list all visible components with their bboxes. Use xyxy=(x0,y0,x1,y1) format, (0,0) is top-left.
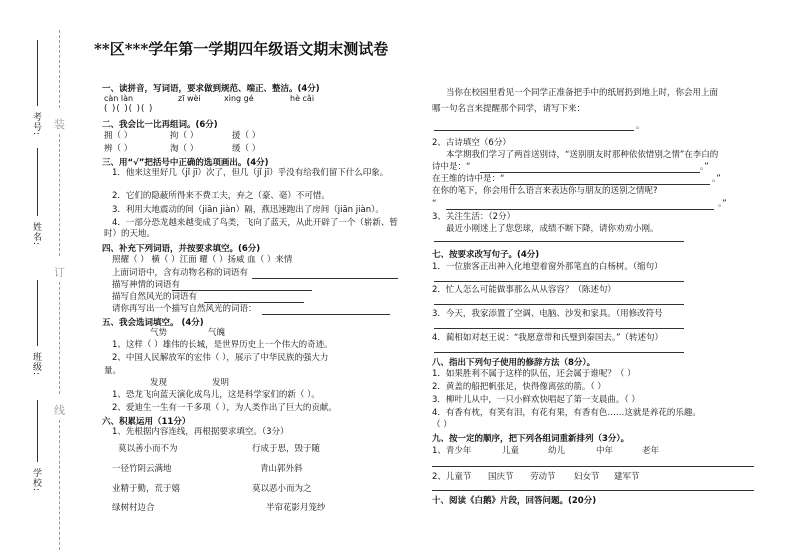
answer-line xyxy=(446,209,714,210)
section-3-heading: 三、用“√”把括号中正确的选项画出。(4分) xyxy=(102,158,269,168)
answer-line xyxy=(204,302,304,303)
match-left-2: 一径竹阴云满地 xyxy=(112,464,172,474)
poem-fill-line-1: 本学期我们学习了两首送别诗，“送别朋友时那种依依惜别之情”在李白的 xyxy=(446,150,719,160)
choice-item-4-cont: 时）的天地。 xyxy=(104,229,156,239)
compare-word-4: 辨（ ） xyxy=(104,144,133,154)
poem-fill-line-4: 在你的笔下，你会用什么语言来表达你与朋友的送别之情呢? xyxy=(432,186,658,196)
match-right-1: 行成于思，毁于随 xyxy=(252,444,321,454)
pinyin-4: hè cǎi xyxy=(290,94,315,103)
choice-item-1: 1．他来这里好几（jǐ jī）次了，但几（jǐ jī）乎没有给我们留下什么印象。 xyxy=(112,168,389,178)
answer-line xyxy=(434,130,634,131)
school-label: 学校: xyxy=(31,468,41,493)
match-right-2: 青山郭外斜 xyxy=(260,464,303,474)
section-10-heading: 十、阅读《白鹅》片段，回答问题。(20分) xyxy=(432,496,597,506)
answer-line xyxy=(432,466,754,467)
section-4-heading: 四、补充下列词语，并按要求填空。(6分) xyxy=(102,244,261,254)
word-choice-a2: 气魄 xyxy=(208,328,226,338)
rhetoric-item-4-answer: （ ） xyxy=(432,420,452,430)
rhetoric-item-4: 4．有香有枕，有笑有泪，有花有果，有香有色……这就是养花的乐趣。 xyxy=(432,408,701,418)
name-label: 姓名: xyxy=(31,222,41,247)
match-left-1: 莫以善小而不为 xyxy=(118,444,178,454)
rewrite-item-1: 1．一位旅客正出神入化地望着窗外那笔直的白杨树。（缩句） xyxy=(432,262,663,272)
binding-margin xyxy=(0,0,78,560)
pinyin-answer-boxes: ( )( )( )( ) xyxy=(104,104,154,114)
rhetoric-item-2: 2．黄盖的船把帆张足，快得像离弦的箭。（ ） xyxy=(432,382,606,392)
poem-fill-line-3: 在王维的诗中是：“ xyxy=(432,174,505,184)
poem-fill-line-5-end: 。” xyxy=(718,199,727,209)
pinyin-2: zī wèi xyxy=(178,94,201,103)
answer-line xyxy=(480,172,700,173)
answer-line xyxy=(262,314,390,315)
compare-word-5: 淘（ ） xyxy=(170,144,199,154)
choice-item-4: 4．一部分恐龙越来越变成了鸟类，飞向了蓝天，从此开辟了一个（崭新、暂 xyxy=(112,218,398,228)
binding-dash xyxy=(59,420,60,550)
rewrite-item-3: 3．今天，我家添置了空调、电脑、沙发和家具。（用修改符号 xyxy=(432,309,663,319)
school-line xyxy=(37,400,38,462)
fill-sentence-3: 1、恐龙飞向蓝天演化成鸟儿，这是科学家们的新（ ）。 xyxy=(112,390,320,400)
section-6-heading: 六、积累运用（11分） xyxy=(102,417,191,427)
poem-fill-line-2-end: 。” xyxy=(700,162,709,172)
binding-mark-zhuang: 装 xyxy=(54,118,65,131)
rewrite-item-2: 2．忙人怎么可能做事那么从从容容？（陈述句） xyxy=(432,285,616,295)
poem-fill-line-2: 诗中是：“ xyxy=(432,162,471,172)
fill-sentence-2: 2、中国人民解放军的宏伟（ ），展示了中华民族的强大力 xyxy=(112,353,329,363)
fill-sentence-4: 2、爱迪生一生有一千多项（ ），为人类作出了巨大的贡献。 xyxy=(112,403,337,413)
poem-fill-label: 2、古诗填空（6分） xyxy=(432,138,511,148)
scenery-words-prompt: 描写自然风光的词语有 xyxy=(112,292,198,302)
section-1-heading: 一、读拼音，写词语，要求做到规范、端正、整洁。(4分) xyxy=(102,84,320,94)
compare-word-6: 缓（ ） xyxy=(232,144,261,154)
answer-line xyxy=(252,278,398,279)
match-left-3: 业精于勤，荒于嬉 xyxy=(112,484,181,494)
answer-line xyxy=(434,241,684,242)
proverb-period: 。 xyxy=(636,121,645,131)
order-word-2-1: 2、儿童节 xyxy=(432,472,472,482)
binding-dash xyxy=(59,282,60,394)
extra-scenery-prompt: 请你再写出一个描写自然风光的词语： xyxy=(112,304,257,314)
match-right-4: 半帘花影月笼纱 xyxy=(266,503,326,513)
section-7-heading: 七、按要求改写句子。(4分) xyxy=(432,250,540,260)
poem-fill-line-5: “ xyxy=(432,199,437,209)
pinyin-1: càn làn xyxy=(104,94,134,103)
section-5-heading: 五、我会选词填空。 (4分) xyxy=(102,318,204,328)
order-word-2-4: 妇女节 xyxy=(574,472,600,482)
answer-line xyxy=(434,304,684,305)
choice-item-2: 2．它们的隐蔽所得来不费工夫，弃之（豪、毫）不可惜。 xyxy=(112,191,330,201)
rhetoric-item-1: 1．如果胜利不属于这样的队伍，还会属于谁呢？（ ） xyxy=(432,369,636,379)
life-care-prompt: 最近小刚迷上了您您球，成绩不断下降，请你劝劝小刚。 xyxy=(446,224,659,234)
order-word-2-5: 建军节 xyxy=(614,472,640,482)
order-word-1-4: 中年 xyxy=(596,446,614,456)
order-word-1-1: 1、青少年 xyxy=(432,446,472,456)
class-label: 班级: xyxy=(31,352,41,377)
exam-number-label: 考号: xyxy=(31,112,41,137)
rewrite-item-4: 4．蔺相如对赵王说：“我愿意带和氏璧到秦国去。”（转述句） xyxy=(432,333,663,343)
expression-words-prompt: 描写神情的词语有 xyxy=(112,280,181,290)
answer-line xyxy=(510,184,710,185)
order-word-2-2: 国庆节 xyxy=(488,472,514,482)
page-title: **区***学年第一学期四年级语文期末测试卷 xyxy=(94,40,389,58)
compare-word-3: 援（ ） xyxy=(232,131,261,141)
answer-line xyxy=(434,328,684,329)
answer-line xyxy=(172,290,312,291)
life-care-label: 3、关注生活：（2分） xyxy=(432,212,516,222)
poem-fill-line-3-end: 。” xyxy=(712,174,721,184)
answer-line xyxy=(434,352,684,353)
rhetoric-item-3: 3．柳叶儿从中，一只小鲜欢快唱起了第一支晨曲。（ ） xyxy=(432,395,640,405)
section-8-heading: 八、指出下列句子使用的修辞方法（8分）。 xyxy=(432,358,596,368)
order-word-1-2: 儿童 xyxy=(502,446,520,456)
section-9-heading: 九、按一定的顺序，把下列各组词重新排列（3分）。 xyxy=(432,434,630,444)
name-line xyxy=(37,148,38,216)
answer-line xyxy=(434,281,684,282)
fill-sentence-1: 1、这样（ ）雄伟的长城，是世界历史上一个伟大的奇迹。 xyxy=(112,340,333,350)
binding-mark-ding: 订 xyxy=(54,266,65,279)
order-word-1-3: 幼儿 xyxy=(548,446,566,456)
word-choice-a1: 气势 xyxy=(150,328,168,338)
fill-sentence-2-cont: 量。 xyxy=(104,366,122,376)
class-line xyxy=(37,280,38,346)
idiom-fill-row: 照耀（ ） 横（ ）江面 耀（ ）扬威 血（ ）来情 xyxy=(112,255,293,265)
answer-line xyxy=(432,490,754,491)
pinyin-3: xìng gé xyxy=(224,94,254,103)
matching-instruction: 1、先根据内容连线，再根据要求填空。（3分） xyxy=(112,427,289,437)
binding-mark-xian: 线 xyxy=(54,404,65,417)
exam-number-line xyxy=(37,40,38,106)
binding-dash xyxy=(59,30,60,108)
order-word-1-5: 老年 xyxy=(642,446,660,456)
compare-word-2: 拘（ ） xyxy=(170,131,199,141)
word-choice-b1: 发现 xyxy=(150,378,168,388)
match-right-3: 莫以恶小而为之 xyxy=(252,484,312,494)
word-choice-b2: 发明 xyxy=(212,378,230,388)
proverb-intro-1: 当你在校园里看见一个同学正准备把手中的纸屑扔到地上时，你会用上面 xyxy=(446,88,719,98)
section-2-heading: 二、我会比一比再组词。(6分) xyxy=(102,120,218,130)
order-word-2-3: 劳动节 xyxy=(530,472,556,482)
proverb-intro-2: 哪一句名言来提醒那个同学，请写下来： xyxy=(432,104,586,114)
animal-words-prompt: 上面词语中，含有动物名称的词语有 xyxy=(112,268,249,278)
compare-word-1: 拥（ ） xyxy=(104,131,133,141)
binding-dash xyxy=(59,134,60,256)
choice-item-3: 3．利用大地震动的间（jiān jiàn）隔，燕迅速跑出了房间（jiān jiàn）。 xyxy=(112,205,384,215)
match-left-4: 绿树村边合 xyxy=(112,503,155,513)
